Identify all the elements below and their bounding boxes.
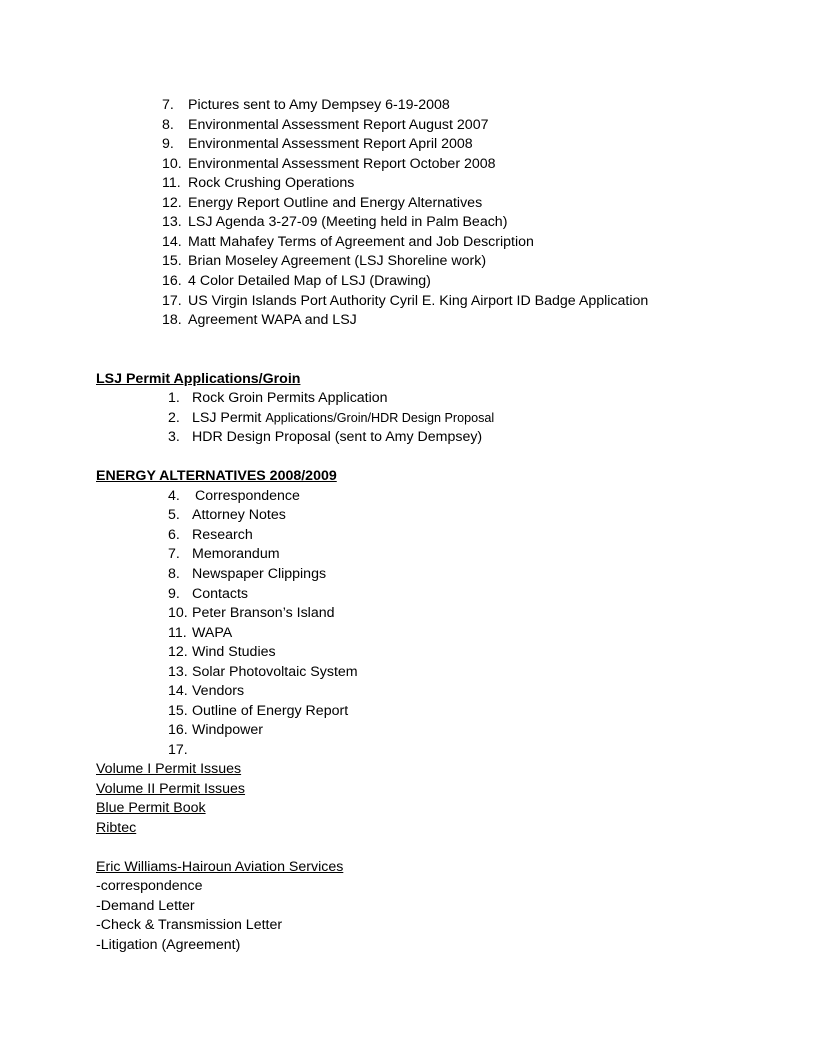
item-text-small: Applications/Groin/HDR Design Proposal <box>265 411 495 425</box>
item-number: 11. <box>168 625 187 641</box>
item-text: Outline of Energy Report <box>192 703 349 719</box>
item-number: 15. <box>168 703 188 719</box>
list-item <box>168 643 276 663</box>
list-item <box>168 506 286 526</box>
link-volume-2-permit-issues[interactable]: Volume II Permit Issues <box>96 781 246 797</box>
item-number: 14. <box>168 683 188 699</box>
item-number: 12. <box>162 195 182 211</box>
item-text: Environmental Assessment Report October 2008 <box>188 156 496 172</box>
section-heading-eric-williams[interactable]: Eric Williams-Hairoun Aviation Services <box>96 859 344 875</box>
list-item <box>168 487 300 507</box>
item-number: 2. <box>168 410 180 426</box>
item-number: 10. <box>168 605 188 621</box>
list-item <box>162 96 450 116</box>
item-number: 8. <box>162 117 174 133</box>
item-number: 18. <box>162 312 182 328</box>
item-number: 1. <box>168 390 180 406</box>
item-number: 10. <box>162 156 182 172</box>
list-item <box>168 604 335 624</box>
item-text: LSJ Agenda 3-27-09 (Meeting held in Palm Beach) <box>188 214 508 230</box>
item-text: 4 Color Detailed Map of LSJ (Drawing) <box>188 273 431 289</box>
item-text: Wind Studies <box>192 644 276 660</box>
item-number: 17. <box>162 293 182 309</box>
item-number: 13. <box>162 214 182 230</box>
item-number: 6. <box>168 527 180 543</box>
list-item: -Demand Letter <box>96 898 195 914</box>
list-item: -Litigation (Agreement) <box>96 937 241 953</box>
item-text: Environmental Assessment Report August 2007 <box>188 117 489 133</box>
item-text: Memorandum <box>192 546 280 562</box>
list-item <box>168 545 280 565</box>
item-number: 3. <box>168 429 180 445</box>
list-item <box>168 526 253 546</box>
item-number: 7. <box>168 546 180 562</box>
list-item <box>162 135 473 155</box>
item-number: 16. <box>162 273 182 289</box>
item-number: 17. <box>168 742 188 758</box>
list-item <box>168 721 263 741</box>
list-item <box>168 702 348 722</box>
item-number: 7. <box>162 97 174 113</box>
list-item <box>162 116 488 136</box>
item-text: Matt Mahafey Terms of Agreement and Job Description <box>188 234 534 250</box>
list-item <box>168 428 482 448</box>
item-text: Environmental Assessment Report April 2008 <box>188 136 473 152</box>
item-number: 4. <box>168 488 180 504</box>
item-number: 14. <box>162 234 182 250</box>
list-item <box>168 389 388 409</box>
list-item <box>168 741 192 761</box>
item-number: 16. <box>168 722 188 738</box>
list-item <box>162 272 431 292</box>
list-item: -Check & Transmission Letter <box>96 917 283 933</box>
item-number: 8. <box>168 566 180 582</box>
list-item <box>162 194 482 214</box>
item-text: Correspondence <box>195 488 300 504</box>
item-text: Energy Report Outline and Energy Alternatives <box>188 195 483 211</box>
item-text: US Virgin Islands Port Authority Cyril E. King Airport ID Badge Application <box>188 293 649 309</box>
list-item <box>168 624 232 644</box>
item-text: Rock Groin Permits Application <box>192 390 388 406</box>
list-item <box>162 155 496 175</box>
item-number: 9. <box>168 586 180 602</box>
item-number: 12. <box>168 644 188 660</box>
list-item <box>168 682 244 702</box>
list-item <box>168 663 358 683</box>
list-item <box>162 311 357 331</box>
list-item <box>168 585 248 605</box>
item-number: 11. <box>162 175 181 191</box>
list-item <box>168 565 326 585</box>
item-text: Peter Branson’s Island <box>192 605 335 621</box>
list-item <box>162 292 648 312</box>
item-number: 15. <box>162 253 182 269</box>
item-text: LSJ Permit <box>192 410 266 426</box>
item-text: Solar Photovoltaic System <box>192 664 358 680</box>
list-item <box>162 233 534 253</box>
section-heading-permit: LSJ Permit Applications/Groin <box>96 371 301 387</box>
link-volume-1-permit-issues[interactable]: Volume I Permit Issues <box>96 761 242 777</box>
list-item <box>162 252 486 272</box>
item-text: Rock Crushing Operations <box>188 175 355 191</box>
item-number: 13. <box>168 664 188 680</box>
list-item: -correspondence <box>96 878 203 894</box>
item-text: Newspaper Clippings <box>192 566 327 582</box>
list-item <box>168 409 494 429</box>
item-text: Attorney Notes <box>192 507 286 523</box>
item-text: HDR Design Proposal (sent to Amy Dempsey) <box>192 429 483 445</box>
item-text: Pictures sent to Amy Dempsey 6-19-2008 <box>188 97 450 113</box>
item-text: Research <box>192 527 253 543</box>
item-text: Agreement WAPA and LSJ <box>188 312 357 328</box>
item-text: Vendors <box>192 683 245 699</box>
section-heading-energy: ENERGY ALTERNATIVES 2008/2009 <box>96 468 337 484</box>
link-ribtec[interactable]: Ribtec <box>96 820 137 836</box>
item-number: 5. <box>168 507 180 523</box>
item-text: WAPA <box>192 625 233 641</box>
item-number: 9. <box>162 136 174 152</box>
item-text: Brian Moseley Agreement (LSJ Shoreline work) <box>188 253 487 269</box>
item-text: Windpower <box>192 722 263 738</box>
link-blue-permit-book[interactable]: Blue Permit Book <box>96 800 206 816</box>
list-item <box>162 213 507 233</box>
list-item <box>162 174 354 194</box>
item-text: Contacts <box>192 586 248 602</box>
